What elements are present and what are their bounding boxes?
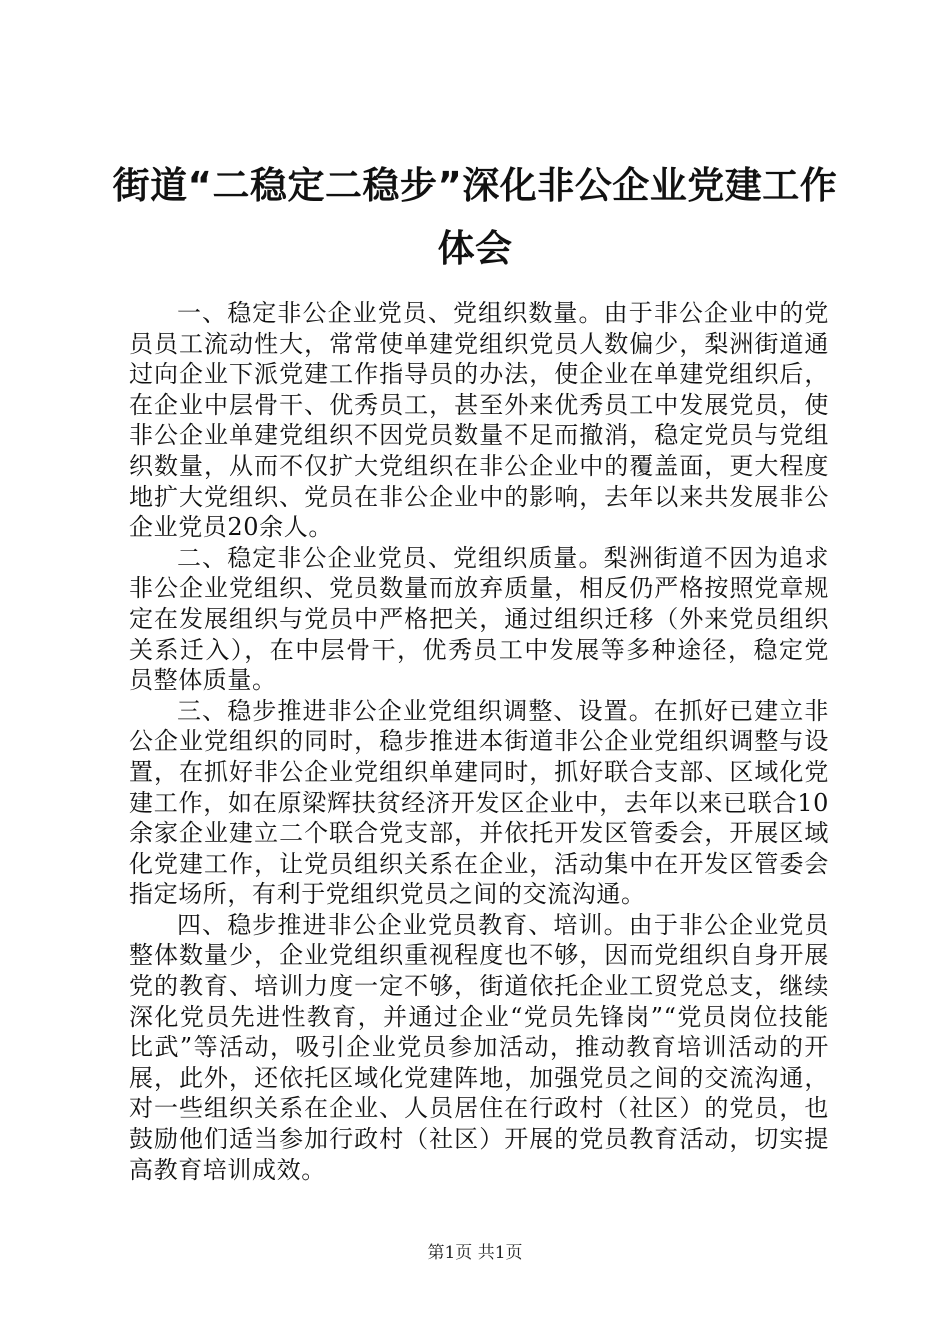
- paragraph-4: 四、稳步推进非公企业党员教育、培训。由于非公企业党员整体数量少，企业党组织重视程度也不够，因而党组织自身开展党的教育、培训力度一定不够，街道依托企业工贸党总支，继续深化党员先进性教育，并通过企业“党员先锋岗”“党员岗位技能比武”等活动，吸引企业党员参加活动，推动教育培训活动的开展，此外，还依托区域化党建阵地，加强党员之间的交流沟通，对一些组织关系在企业、人员居住在行政村（社区）的党员，也鼓励他们适当参加行政村（社区）开展的党员教育活动，切实提高教育培训成效。: [129, 910, 829, 1184]
- paragraph-3: 三、稳步推进非公企业党组织调整、设置。在抓好已建立非公企业党组织的同时，稳步推进本街道非公企业党组织调整与设置，在抓好非公企业党组织单建同时，抓好联合支部、区域化党建工作，如在原梁辉扶贫经济开发区企业中，去年以来已联合10余家企业建立二个联合党支部，并依托开发区管委会，开展区域化党建工作，让党员组织关系在企业，活动集中在开发区管委会指定场所，有利于党组织党员之间的交流沟通。: [129, 696, 829, 909]
- paragraph-1: 一、稳定非公企业党员、党组织数量。由于非公企业中的党员员工流动性大，常常使单建党组织党员人数偏少，梨洲街道通过向企业下派党建工作指导员的办法，使企业在单建党组织后，在企业中层骨干、优秀员工，甚至外来优秀员工中发展党员，使非公企业单建党组织不因党员数量不足而撤消，稳定党员与党组织数量，从而不仅扩大党组织在非公企业中的覆盖面，更大程度地扩大党组织、党员在非公企业中的影响，去年以来共发展非公企业党员20余人。: [129, 299, 829, 542]
- document-title-line-1: 街道“二稳定二稳步”深化非公企业党建工作: [112, 164, 838, 207]
- page-footer: 第1页 共1页: [427, 1243, 523, 1263]
- document-title-line-2: 体会: [437, 227, 513, 270]
- paragraph-2: 二、稳定非公企业党员、党组织质量。梨洲街道不因为追求非公企业党组织、党员数量而放弃质量，相反仍严格按照党章规定在发展组织与党员中严格把关，通过组织迁移（外来党员组织关系迁入），在中层骨干，优秀员工中发展等多种途径，稳定党员整体质量。: [129, 543, 829, 695]
- document-body: [129, 298, 829, 1185]
